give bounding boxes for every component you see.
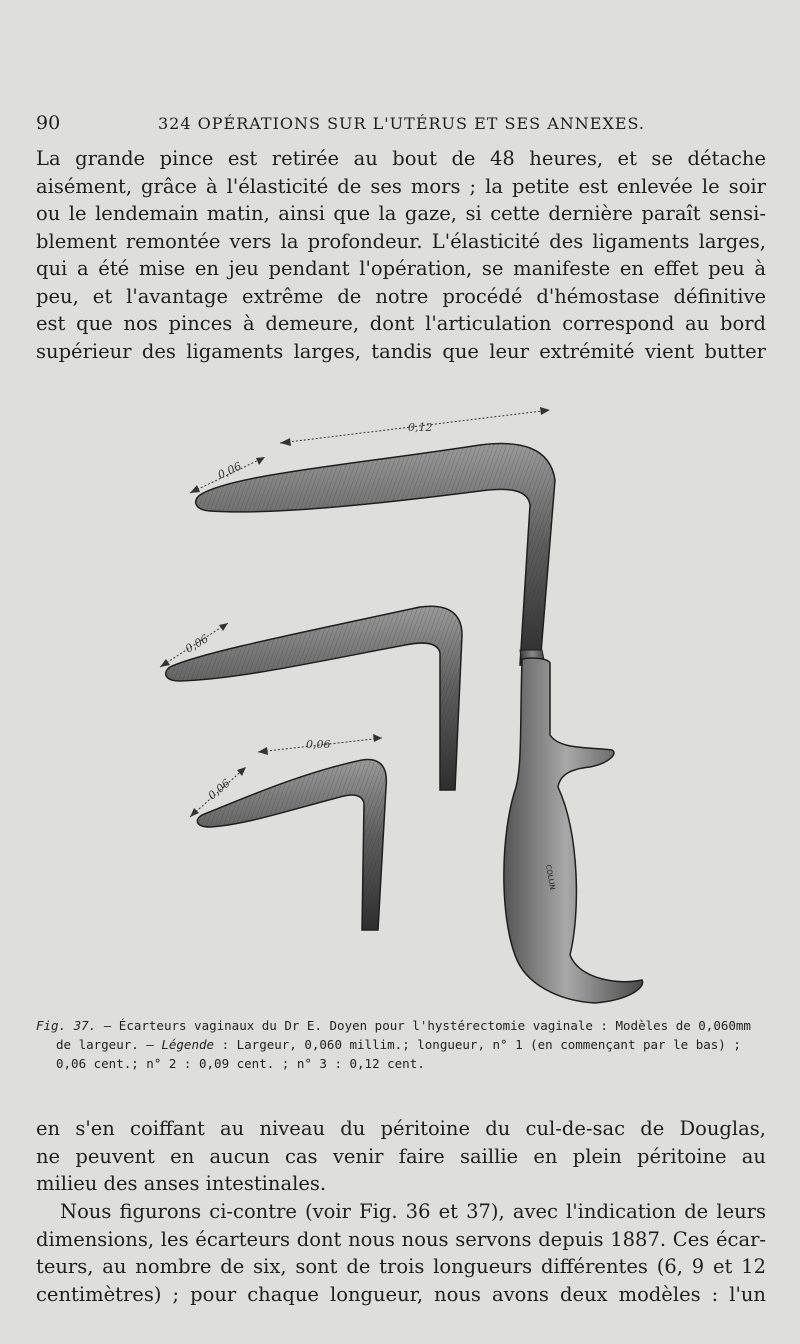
arrow-head	[540, 407, 550, 415]
maker-mark: COLLIN	[544, 863, 557, 891]
dimension-label: 0,06	[205, 776, 233, 803]
caption-line	[36, 1016, 766, 1035]
text-line: teurs, au nombre de six, sont de trois longueurs différentes (6, 9 et 12	[36, 1255, 766, 1278]
arrow-head	[256, 457, 265, 465]
page-number: 90	[36, 112, 61, 134]
text-line: Nous figurons ci-contre (voir Fig. 36 et 37), avec l'indication de leurs	[60, 1200, 766, 1223]
text-line: ou le lendemain matin, ainsi que la gaze, si cette dernière paraît sensi-	[36, 202, 766, 225]
text-line: centimètres) ; pour chaque longueur, nous avons deux modèles : l'un	[36, 1282, 766, 1306]
text-line: aisément, grâce à l'élasticité de ses mors ; la petite est enlevée le soir	[36, 174, 766, 198]
figure-label: Fig. 37.	[36, 1018, 97, 1033]
text-line: ne peuvent en aucun cas venir faire saillie en plein péritoine au	[36, 1144, 766, 1168]
arrow-head	[160, 659, 170, 667]
text-line: dimensions, les écarteurs dont nous nous servons depuis 1887. Ces écar-	[36, 1227, 766, 1251]
text-line: en s'en coiffant au niveau du péritoine du cul-de-sac de Douglas,	[36, 1117, 766, 1140]
paragraph-top	[36, 145, 766, 365]
caption-line	[36, 1035, 766, 1054]
arrow-head	[219, 623, 228, 631]
text-line: La grande pince est retirée au bout de 48 heures, et se détache	[36, 147, 766, 170]
speculum-illustration	[150, 395, 670, 1015]
caption-text: de largeur. —	[56, 1037, 162, 1052]
caption-text: : Largeur, 0,060 millim.; longueur, n° 1 (en commençant par le bas) ;	[214, 1037, 741, 1052]
dimension-label: 0,06	[215, 459, 244, 482]
arrow-head	[190, 485, 200, 493]
arrow-head	[280, 438, 291, 446]
legend-label: Légende	[161, 1037, 215, 1052]
text-line: qui a été mise en jeu pendant l'opération, se manifeste en effet peu à	[36, 257, 766, 280]
text-line: blement remontée vers la profondeur. L'élasticité des ligaments larges,	[36, 229, 766, 253]
paragraph-mid	[36, 1115, 766, 1198]
dimension-label: 0,12	[408, 421, 433, 434]
running-title: 324 OPÉRATIONS SUR L'UTÉRUS ET SES ANNEXES.	[158, 114, 645, 133]
caption-line: 0,06 cent.; n° 2 : 0,09 cent. ; n° 3 : 0,12 cent.	[56, 1056, 425, 1071]
dimension-label: 0,06	[183, 632, 211, 656]
text-line: est que nos pinces à demeure, dont l'articulation correspond au bord	[36, 312, 766, 335]
running-header	[36, 112, 766, 140]
arrow-head	[190, 808, 199, 817]
text-line: milieu des anses intestinales.	[36, 1172, 327, 1195]
arrow-head	[237, 767, 246, 776]
dimension-label: 0,06	[306, 738, 331, 751]
text-line: peu, et l'avantage extrême de notre procédé d'hémostase définitive	[36, 284, 766, 308]
arrow-head	[373, 734, 382, 742]
medium-retractor	[166, 606, 462, 790]
large-retractor	[196, 444, 643, 1003]
arrow-head	[258, 747, 268, 755]
figure-caption	[36, 1016, 766, 1073]
caption-text: — Écarteurs vaginaux du Dr E. Doyen pour l'hystérectomie vaginale : Modèles de 0,060mm	[96, 1018, 751, 1033]
text-line: supérieur des ligaments larges, tandis que leur extrémité vient butter	[36, 339, 766, 363]
paragraph-bottom	[36, 1198, 766, 1308]
